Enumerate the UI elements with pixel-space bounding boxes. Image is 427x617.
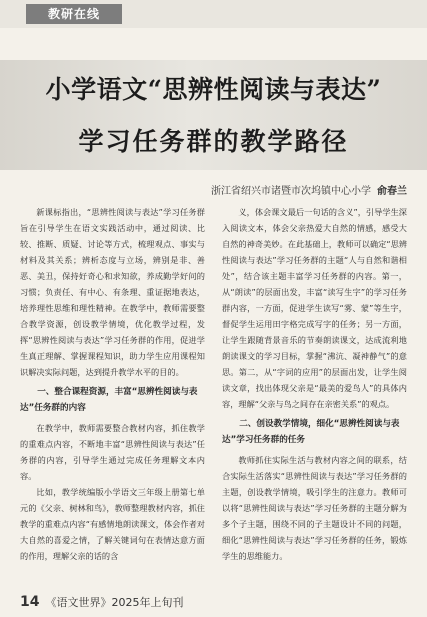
body-paragraph: 在教学中，教师需要整合教材内容，抓住教学的重难点内容，不断地丰富“思辨性阅读与表达”任务群的内容，引导学生通过完成任务理解文本内容。 — [20, 423, 205, 481]
section-heading: 一、整合课程资源，丰富“思辨性阅读与表达”任务群的内容 — [20, 387, 198, 413]
page-footer — [20, 594, 183, 610]
body-paragraph: 新课标指出，“思辨性阅读与表达”学习任务群旨在引导学生在语文实践活动中，通过阅读、比较、推断、质疑、讨论等方式，梳理观点、事实与材料及其关系；辨析态度与立场，辨别是非、善恶、美丑，保持好奇心和求知欲，养成勤学好问的习惯；负责任、有中心、有条理、重证据地表达，培养理性思维和理性精神。在教学中，教师需要整合教学资源，创设教学情境，优化教学过程，发挥“思辨性阅读与表达”学习任务群的作用，促进学生真正理解、掌握课程知识，助力学生应用课程知识解决实际问题，达到提升教学水平的目的。 — [20, 207, 205, 377]
author-affiliation: 浙江省绍兴市诸暨市次坞镇中心小学 — [211, 186, 371, 197]
left-column — [20, 204, 205, 564]
article-body — [20, 204, 407, 574]
body-paragraph: 比如，教学统编版小学语文三年级上册第七单元的《父亲、树林和鸟》，教师整理教材内容，抓住教学的重难点内容“有感情地朗读课文，体会作者对大自然的喜爱之情，了解关键词句在表情达意方面的作用，理解父亲的话的含 — [20, 487, 205, 561]
article-title: 小学语文“思辨性阅读与表达” — [45, 75, 382, 104]
body-paragraph: 义，体会课文最后一句话的含义”，引导学生深入阅读文本，体会父亲热爱大自然的情感，感受大自然的神奇美妙。在此基础上，教师可以确定“思辨性阅读与表达”学习任务群的主题“人与自然和谐相处”，结合该主题丰富学习任务群的内容。第一，从“朗读”的层面出发，丰富“读写生字”的学习任务群内容，一方面，促进学生读写“雾、蒙”等生字，督促学生运用田字格完成写字的任务；另一方面，让学生跟随背景音乐的节奏朗读课文，达成流利地朗读课文的学习目标，掌握“沸沆、凝神静气”的意思。第二，从“字词的应用”的层面出发，让学生阅读文章，找出体现父亲是“最美的爱鸟人”的具体内容，理解“父亲与鸟之间存在亲密关系”的观点。 — [222, 207, 407, 409]
article-subtitle: 学习任务群的教学路径 — [78, 127, 349, 156]
author-name: 俞春兰 — [377, 186, 407, 197]
section-heading: 二、创设教学情境，细化“思辨性阅读与表达”学习任务群的任务 — [222, 419, 400, 445]
body-paragraph: 教师抓住实际生活与教材内容之间的联系，结合实际生活落实“思辨性阅读与表达”学习任务群的主题，创设教学情境，吸引学生的注意力。教师可以将“思辨性阅读与表达”学习任务群的主题分解为多个子主题，围绕不同的子主题设计不同的问题，细化“思辨性阅读与表达”学习任务群的任务，锻炼学生的思维能力。 — [222, 455, 407, 561]
page-number: 14 — [20, 594, 40, 610]
journal-name: 《语文世界》2025年上旬刊 — [45, 596, 184, 609]
section-tag: 教研在线 — [26, 4, 122, 24]
byline — [211, 182, 407, 197]
right-column — [222, 204, 407, 564]
